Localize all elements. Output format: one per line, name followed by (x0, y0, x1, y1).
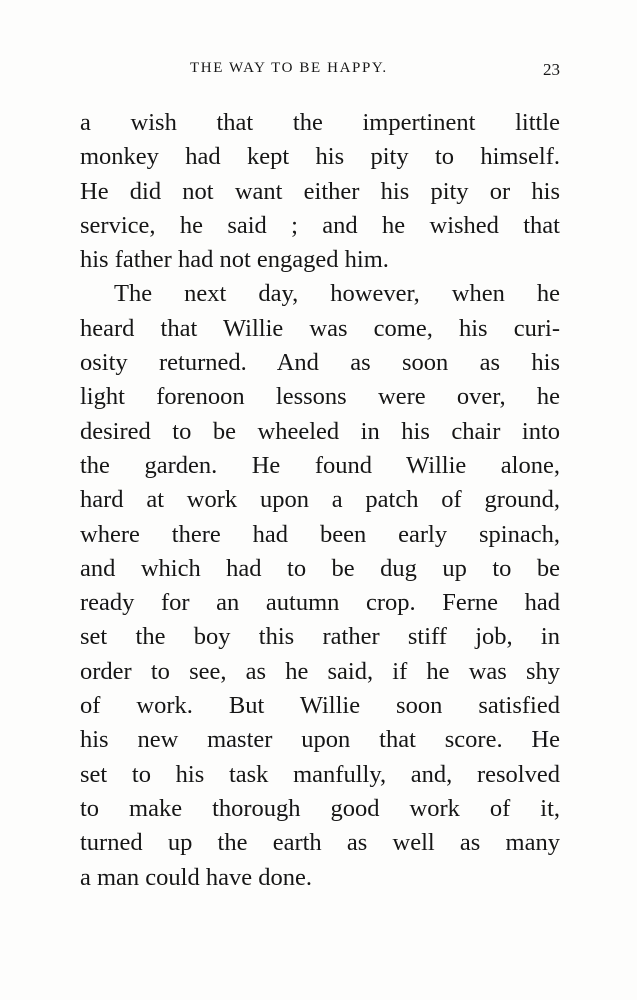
text-line: monkey had kept his pity to himself. (80, 143, 560, 171)
text-line: of work. But Willie soon satisfied (80, 692, 560, 720)
paragraph-2 (80, 277, 560, 894)
body-text (80, 106, 560, 895)
paragraph-1 (80, 106, 560, 277)
text-line: set to his task manfully, and, resolved (80, 760, 560, 788)
text-line: a wish that the impertinent little (80, 109, 560, 136)
text-line: to make thorough good work of it, (80, 794, 560, 822)
running-title: THE WAY TO BE HAPPY. (190, 60, 388, 76)
text-line: He did not want either his pity or his (80, 177, 560, 205)
running-head (80, 60, 560, 84)
text-line: his new master upon that score. He (80, 726, 560, 754)
text-line: heard that Willie was come, his curi- (80, 314, 560, 342)
text-line: light forenoon lessons were over, he (80, 383, 560, 411)
text-line: set the boy this rather stiff job, in (80, 623, 560, 651)
text-line: where there had been early spinach, (80, 520, 560, 548)
text-line: osity returned. And as soon as his (80, 349, 560, 377)
text-line: turned up the earth as well as many (80, 829, 560, 857)
text-line: order to see, as he said, if he was shy (80, 657, 560, 685)
text-line: service, he said ; and he wished that (80, 211, 560, 239)
text-line: desired to be wheeled in his chair into (80, 417, 560, 445)
text-line: his father had not engaged him. (80, 246, 389, 274)
text-line: hard at work upon a patch of ground, (80, 486, 560, 514)
text-line: a man could have done. (80, 863, 312, 891)
text-line: The next day, however, when he (114, 280, 560, 308)
text-line: ready for an autumn crop. Ferne had (80, 589, 560, 617)
page-number: 23 (543, 60, 560, 79)
text-line: the garden. He found Willie alone, (80, 451, 560, 479)
text-line: and which had to be dug up to be (80, 554, 560, 582)
